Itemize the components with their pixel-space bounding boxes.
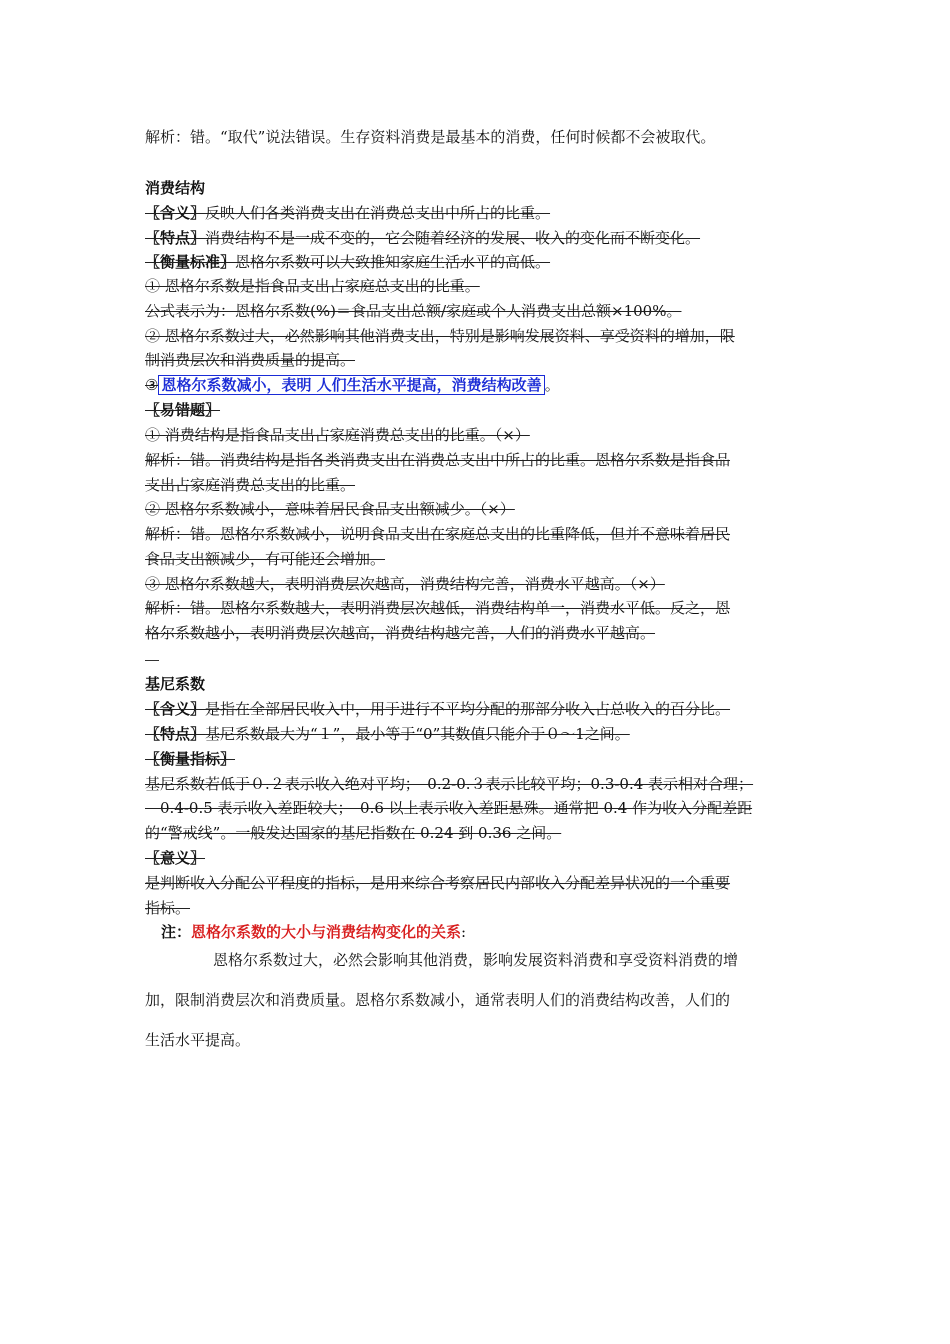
note-paragraph-line-2: 加，限制消费层次和消费质量。恩格尔系数减小，通常表明人们的消费结构改善，人们的	[145, 991, 731, 1009]
consumption-structure-heading: 消费结构	[145, 179, 206, 197]
gini-feature-tag: 〖特点〗	[145, 725, 206, 743]
gini-feature	[145, 724, 630, 744]
cs-mistake-1b: 支出占家庭消费总支出的比重。	[145, 476, 356, 494]
gini-meaning-tag: 〖含义〗	[145, 700, 206, 718]
gini-meaning	[145, 699, 730, 719]
gini-index-tag: 〖衡量指标〗	[145, 750, 236, 768]
intro-analysis: 解析：错。“取代”说法错误。生存资料消费是最基本的消费，任何时候都不会被取代。	[145, 128, 716, 146]
gini-meaning-text: 是指在全部居民收入中，用于进行不平均分配的那部分收入占总收入的百分比。	[205, 700, 731, 718]
gini-feature-text: 基尼系数最大为“１”，最小等于“0”其数值只能介于０～1之间。	[205, 725, 630, 743]
cs-mistake-3: ③ 恩格尔系数越大，表明消费层次越高，消费结构完善，消费水平越高。（×）	[145, 575, 665, 593]
cs-mistake-2a: 解析：错。恩格尔系数减小，说明食品支出在家庭总支出的比重降低，但并不意味着居民	[145, 525, 731, 543]
cs-standard-tag: 〖衡量标准〗	[145, 253, 236, 271]
note-label: 注：	[161, 923, 192, 941]
cs-feature-text: 消费结构不是一成不变的，它会随着经济的发展、收入的变化而不断变化。	[205, 229, 701, 247]
cs-point-3	[145, 375, 560, 395]
gini-index-a: 基尼系数若低于０.２表示收入绝对平均； 0.2-0.３表示比较平均；0.3-0.4 表示相对合理；	[145, 775, 754, 793]
note-colon: :	[461, 923, 467, 941]
cs-mistake-2b: 食品支出额减少，有可能还会增加。	[145, 550, 386, 568]
cs-meaning-text: 反映人们各类消费支出在消费总支出中所占的比重。	[205, 204, 551, 222]
cs-standard	[145, 252, 550, 272]
cs-mistake-3b: 格尔系数越小，表明消费层次越高，消费结构越完善，人们的消费水平越高。	[145, 624, 656, 642]
cs-meaning-tag: 〖含义〗	[145, 204, 206, 222]
gini-heading: 基尼系数	[145, 675, 206, 693]
cs-point-3-num: ③	[145, 376, 159, 394]
cs-feature	[145, 228, 700, 248]
cs-mistake-2: ② 恩格尔系数减小，意味着居民食品支出额减少。（×）	[145, 500, 515, 518]
note-paragraph-line-1: 恩格尔系数过大，必然会影响其他消费，影响发展资料消费和享受资料消费的增	[213, 951, 739, 969]
gini-index-c: 的“警戒线”。一般发达国家的基尼指数在 0.24 到 0.36 之间。	[145, 824, 562, 842]
cs-formula: 公式表示为：恩格尔系数(%)＝食品支出总额/家庭或个人消费支出总额×100%。	[145, 302, 682, 320]
gini-index-b: 0.4-0.5 表示收入差距较大； 0.6 以上表示收入差距悬殊。通常把 0.4 作为收入分配差距	[145, 799, 753, 817]
note-heading	[161, 922, 466, 942]
section-divider	[145, 660, 159, 661]
gini-significance-tag: 〖意义〗	[145, 849, 206, 867]
cs-mistakes-tag: 〖易错题〗	[145, 401, 221, 419]
gini-significance-b: 指标。	[145, 899, 191, 917]
note-paragraph-line-3: 生活水平提高。	[145, 1031, 251, 1049]
cs-mistake-3a: 解析：错。恩格尔系数越大，表明消费层次越低，消费结构单一，消费水平低。反之，恩	[145, 599, 731, 617]
cs-mistake-1: ① 消费结构是指食品支出占家庭消费总支出的比重。（×）	[145, 426, 530, 444]
gini-significance-a: 是判断收入分配公平程度的指标，是用来综合考察居民内部收入分配差异状况的一个重要	[145, 874, 731, 892]
note-title: 恩格尔系数的大小与消费结构变化的关系	[191, 923, 462, 941]
cs-point-3-end: 。	[544, 376, 560, 394]
cs-point-2b: 制消费层次和消费质量的提高。	[145, 351, 356, 369]
cs-point-2a: ② 恩格尔系数过大，必然影响其他消费支出，特别是影响发展资料、享受资料的增加，限	[145, 327, 735, 345]
cs-mistake-1a: 解析：错。消费结构是指各类消费支出在消费总支出中所占的比重。恩格尔系数是指食品	[145, 451, 731, 469]
cs-point-3-highlight: 恩格尔系数减小，表明 人们生活水平提高，消费结构改善	[158, 375, 544, 395]
cs-feature-tag: 〖特点〗	[145, 229, 206, 247]
cs-point-1: ① 恩格尔系数是指食品支出占家庭总支出的比重。	[145, 277, 480, 295]
cs-meaning	[145, 203, 550, 223]
cs-standard-text: 恩格尔系数可以大致推知家庭生活水平的高低。	[235, 253, 551, 271]
